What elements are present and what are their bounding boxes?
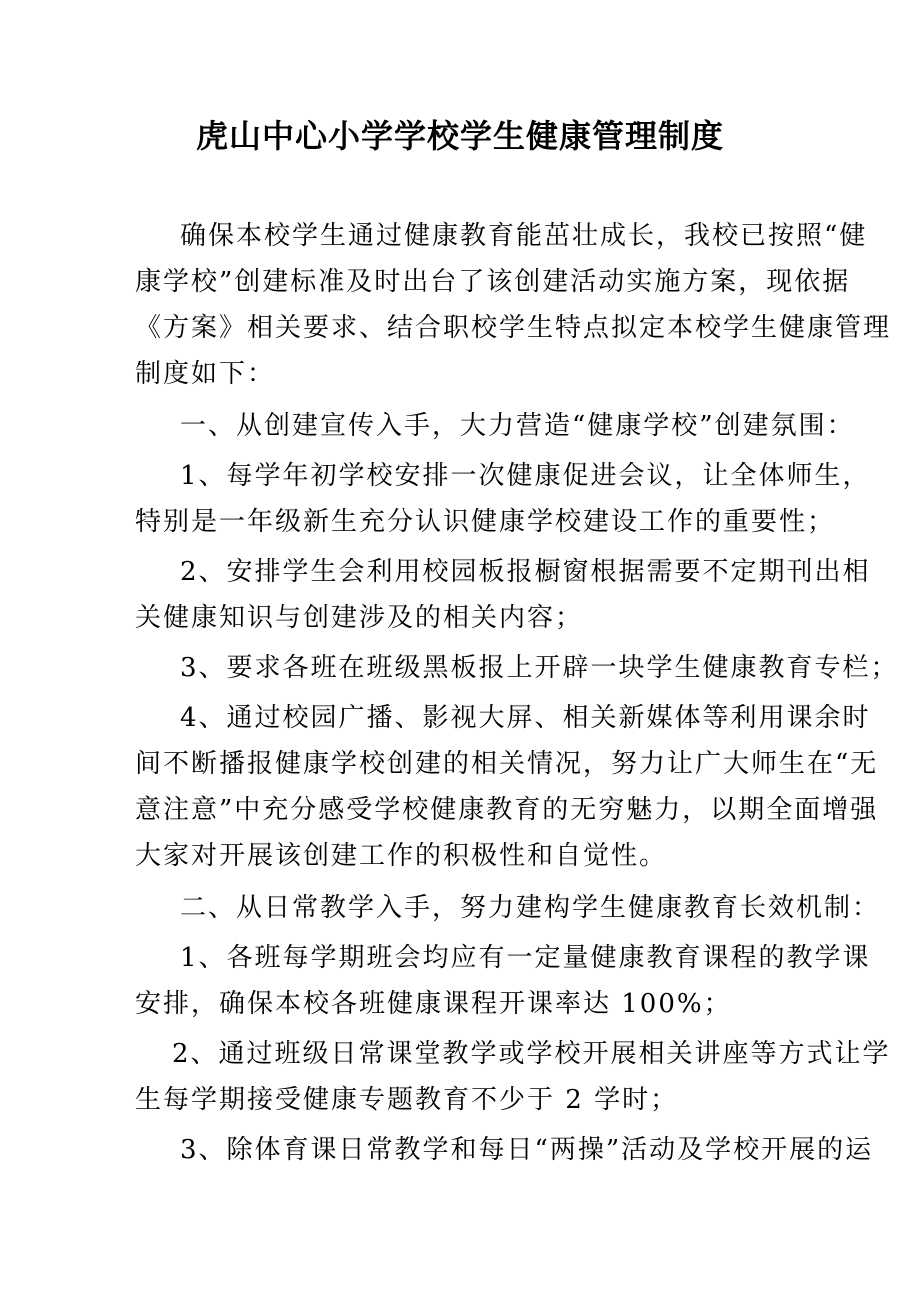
paragraph-line: 4、通过校园广播、影视大屏、相关新媒体等利用课余时 [180,703,871,733]
paragraph-line: 3、除体育课日常教学和每日“两操”活动及学校开展的运 [180,1135,874,1165]
section-heading: 二、从日常教学入手，努力建构学生健康教育长效机制： [180,893,881,923]
paragraph-line: 间不断播报健康学校创建的相关情况，努力让广大师生在“无 [135,749,879,779]
paragraph-line: 2、通过班级日常课堂教学或学校开展相关讲座等方式让学 [172,1039,891,1069]
paragraph-line: 安排，确保本校各班健康课程开课率达 100%； [135,989,732,1019]
paragraph-line: 《方案》相关要求、结合职校学生特点拟定本校学生健康管理 [135,313,892,343]
section-heading: 一、从创建宣传入手，大力营造“健康学校”创建氛围： [180,411,855,441]
document-title: 虎山中心小学学校学生健康管理制度 [195,117,724,155]
paragraph-line: 特别是一年级新生充分认识健康学校建设工作的重要性； [135,507,836,537]
paragraph-line: 1、各班每学期班会均应有一定量健康教育课程的教学课 [180,943,871,973]
paragraph-line: 1、每学年初学校安排一次健康促进会议，让全体师生， [180,461,871,491]
paragraph-line: 生每学期接受健康专题教育不少于 2 学时； [135,1085,679,1115]
paragraph-line: 关健康知识与创建涉及的相关内容； [135,603,584,633]
paragraph-line: 康学校”创建标准及时出台了该创建活动实施方案，现依据 [135,267,851,297]
paragraph-line: 意注意”中充分感受学校健康教育的无穷魅力，以期全面增强 [135,795,879,825]
paragraph-line: 大家对开展该创建工作的积极性和自觉性。 [135,841,668,871]
paragraph-line: 确保本校学生通过健康教育能茁壮成长，我校已按照“健 [180,221,868,251]
paragraph-line: 2、安排学生会利用校园板报橱窗根据需要不定期刊出相 [180,557,871,587]
paragraph-line: 3、要求各班在班级黑板报上开辟一块学生健康教育专栏； [180,653,899,683]
paragraph-line: 制度如下： [135,359,276,389]
